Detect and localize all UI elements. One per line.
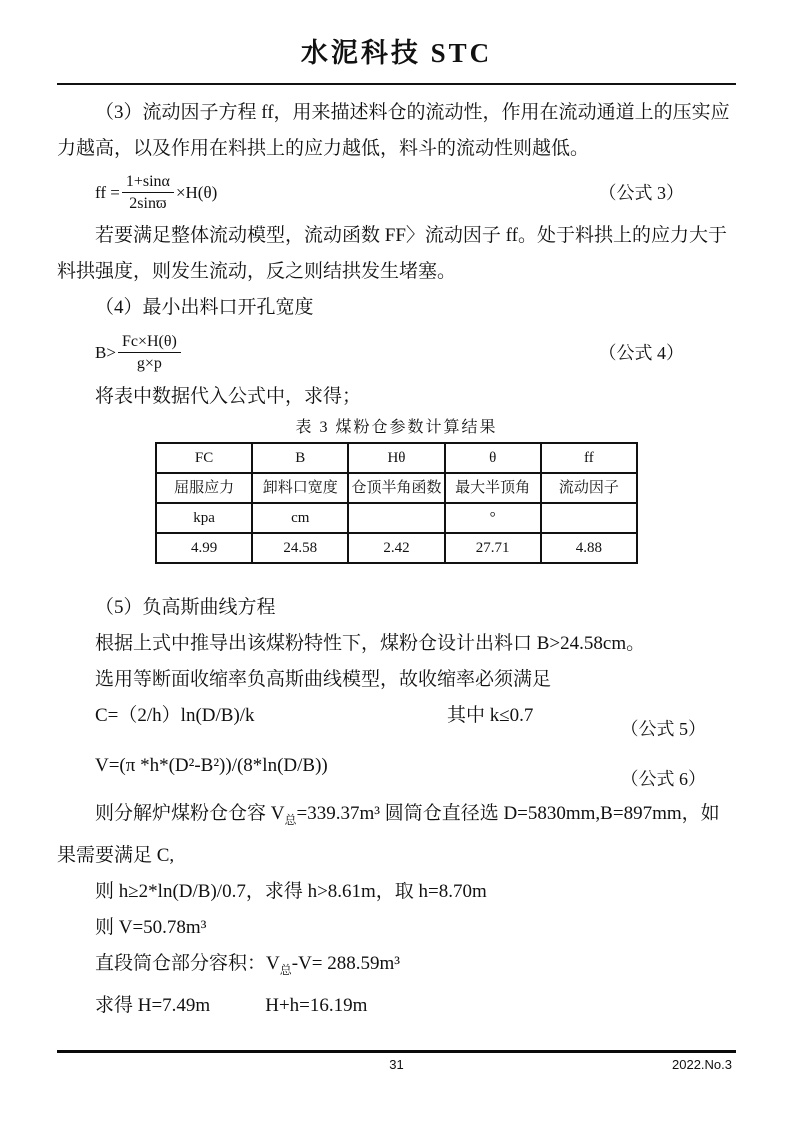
line-hopper-height: 则 h≥2*ln(D/B)/0.7，求得 h>8.61m，取 h=8.70m xyxy=(95,880,487,902)
formula-5 xyxy=(57,698,736,739)
table-cell: 27.71 xyxy=(445,533,541,563)
paragraph-volume xyxy=(57,796,736,874)
section-heading-5: （5）负高斯曲线方程 xyxy=(95,597,276,618)
table-cell: cm xyxy=(252,503,348,533)
page-body xyxy=(0,95,793,1024)
table-row-names xyxy=(156,473,637,503)
formula-3-expression xyxy=(95,171,217,214)
cylinder-text-prefix: 直段筒仓部分容积：V xyxy=(95,952,280,974)
params-table xyxy=(155,442,638,564)
formula-3 xyxy=(57,171,736,214)
page-number: 31 xyxy=(389,1057,404,1072)
table-cell: 最大半顶角 xyxy=(445,473,541,503)
table-cell: 24.58 xyxy=(252,533,348,563)
volume-text-prefix: 则分解炉煤粉仓仓容 V xyxy=(95,803,285,824)
issue-number: 2022.No.3 xyxy=(672,1057,732,1072)
formula-3-lhs: ff = xyxy=(95,182,120,202)
result-H-plus-h: H+h=16.19m xyxy=(265,994,368,1016)
formula-4-numerator: Fc×H(θ) xyxy=(118,331,181,353)
volume-subscript: 总 xyxy=(284,812,297,827)
cylinder-text-suffix: -V= 288.59m³ xyxy=(291,952,400,974)
table-cell: 4.99 xyxy=(156,533,252,563)
line-cylinder-volume xyxy=(57,946,736,988)
volume-text-suffix: =339.37m³ 圆筒仓直径选 D=5830mm,B=897mm，如果需要满足 C, xyxy=(57,803,720,866)
table-cell: ff xyxy=(541,443,637,473)
line-result-heights xyxy=(57,988,736,1024)
table-cell: Hθ xyxy=(348,443,444,473)
paragraph-model-choice: 选用等断面收缩率负高斯曲线模型，故收缩率必须满足 xyxy=(95,669,552,690)
table-cell xyxy=(348,503,444,533)
result-H: 求得 H=7.49m xyxy=(95,994,211,1016)
formula-4 xyxy=(57,331,736,374)
formula-3-rhs: ×H(θ) xyxy=(175,182,218,202)
table-cell: 4.88 xyxy=(541,533,637,563)
formula-4-lhs: B> xyxy=(95,342,116,362)
formula-3-numerator: 1+sinα xyxy=(122,171,174,193)
table-row-values xyxy=(156,533,637,563)
formula-5-condition: 其中 k≤0.7 xyxy=(447,705,534,726)
table-cell: 2.42 xyxy=(348,533,444,563)
header-rule xyxy=(57,83,736,85)
table-cell: ° xyxy=(445,503,541,533)
formula-6-tag: （公式 6） xyxy=(620,769,706,789)
formula-5-tag: （公式 5） xyxy=(620,719,706,739)
line-hopper-volume: 则 V=50.78m³ xyxy=(95,916,207,938)
table-intro: 将表中数据代入公式中，求得； xyxy=(95,386,362,407)
formula-3-fraction xyxy=(122,171,174,214)
paragraph-mass-flow: 若要满足整体流动模型，流动函数 FF〉流动因子 ff。处于料拱上的应力大于料拱强度，则发生流动，反之则结拱发生堵塞。 xyxy=(57,225,727,282)
paragraph-flow-factor: （3）流动因子方程 ff，用来描述料仓的流动性，作用在流动通道上的压实应力越高，以及作用在料拱上的应力越低，料斗的流动性则越低。 xyxy=(57,102,730,159)
formula-4-expression xyxy=(95,331,183,374)
formula-3-denominator: 2sinϖ xyxy=(129,195,167,212)
formula-4-tag: （公式 4） xyxy=(598,342,684,363)
journal-title: 水泥科技 STC xyxy=(300,38,493,68)
table-row-units xyxy=(156,503,637,533)
table-cell: 仓顶半角函数 xyxy=(348,473,444,503)
table-cell: kpa xyxy=(156,503,252,533)
formula-6 xyxy=(57,748,736,789)
table-cell: 卸料口宽度 xyxy=(252,473,348,503)
table-cell xyxy=(541,503,637,533)
page-footer xyxy=(57,1050,736,1079)
formula-5-body: C=（2/h）ln(D/B)/k xyxy=(95,705,255,726)
table-cell: B xyxy=(252,443,348,473)
table-cell: 屈服应力 xyxy=(156,473,252,503)
table-caption: 表 3 煤粉仓参数计算结果 xyxy=(295,419,498,436)
table-cell: FC xyxy=(156,443,252,473)
table-cell: 流动因子 xyxy=(541,473,637,503)
paragraph-derived-outlet: 根据上式中推导出该煤粉特性下，煤粉仓设计出料口 B>24.58cm。 xyxy=(95,633,646,654)
table-row-symbols xyxy=(156,443,637,473)
table-cell: θ xyxy=(445,443,541,473)
formula-4-fraction xyxy=(118,331,181,374)
formula-4-denominator: g×p xyxy=(136,355,162,372)
formula-6-body: V=(π *h*(D²-B²))/(8*ln(D/B)) xyxy=(95,755,328,776)
cylinder-subscript: 总 xyxy=(279,962,292,977)
section-heading-4: （4）最小出料口开孔宽度 xyxy=(95,297,314,318)
formula-3-tag: （公式 3） xyxy=(598,182,684,203)
